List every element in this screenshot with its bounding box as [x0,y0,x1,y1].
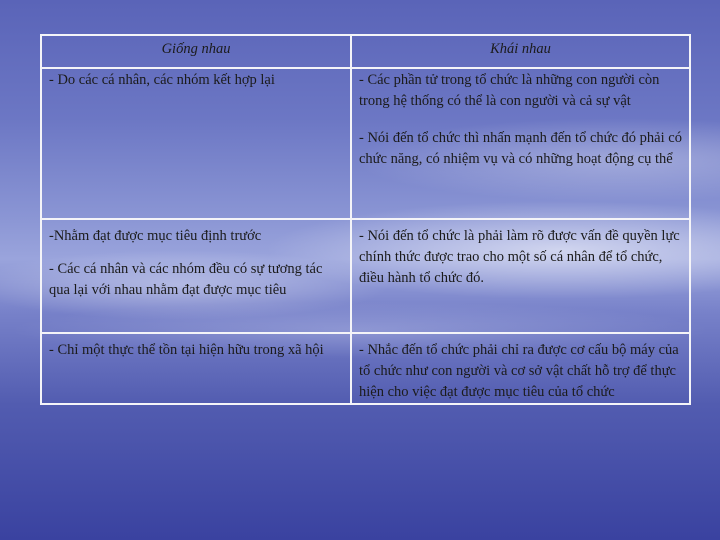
cell-text: - Chỉ một thực thể tồn tại hiện hữu trong xã hội [49,342,324,358]
header-row [41,35,690,68]
cell-text: - Nhắc đến tổ chức phải chỉ ra được cơ cấu bộ máy của tổ chức như con người và cơ sở vật chất hỗ trợ để thực hiện cho việc đạt được mục tiêu của tổ chức [359,342,679,400]
similarity-cell [41,219,351,333]
table-row [41,219,690,333]
cell-text: - Do các cá nhân, các nhóm kết hợp lại [49,72,275,88]
cell-text: - Các cá nhân và các nhóm đều có sự tương tác qua lại với nhau nhằm đạt được mục tiêu [49,261,323,298]
header-similarities: Giống nhau [41,35,351,68]
cell-text: - Nói đến tổ chức là phải làm rõ được vấn đề quyền lực chính thức được trao cho một số cá nhân để tổ chức, điều hành tổ chức đó. [359,228,680,286]
cell-text: -Nhằm đạt được mục tiêu định trước [49,228,262,244]
table-row [41,68,690,219]
difference-cell [351,333,690,404]
similarity-cell [41,68,351,219]
cell-text: - Các phần tử trong tổ chức là những con người còn trong hệ thống có thể là con người và cả sự vật [359,72,660,109]
table-row [41,333,690,404]
similarity-cell [41,333,351,404]
difference-cell [351,68,690,219]
comparison-table [40,34,691,405]
difference-cell [351,219,690,333]
cell-text: - Nói đến tổ chức thì nhấn mạnh đến tổ chức đó phải có chức năng, có nhiệm vụ và có những hoạt động cụ thể [359,130,682,167]
header-differences: Khái nhau [351,35,690,68]
